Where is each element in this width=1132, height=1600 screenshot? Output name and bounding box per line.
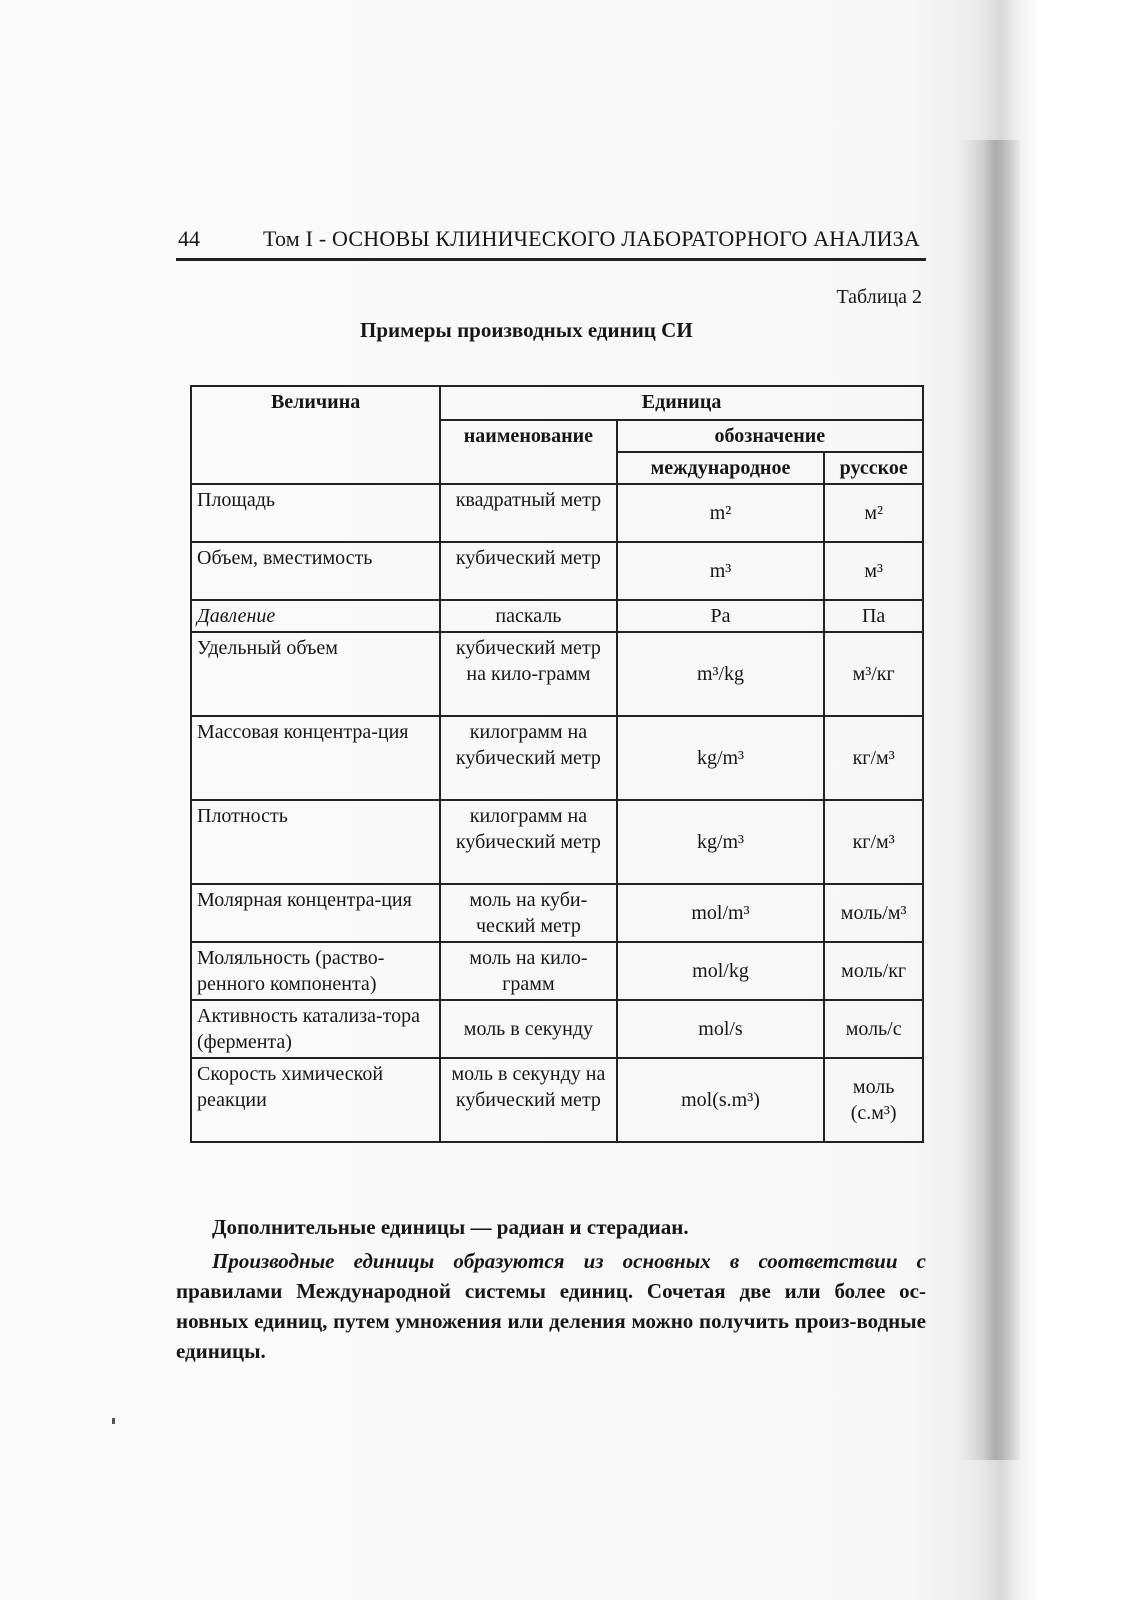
running-title: Том I - ОСНОВЫ КЛИНИЧЕСКОГО ЛАБОРАТОРНОГО АНАЛИЗА (263, 226, 920, 251)
paragraph-italic-lead: Производные единицы образуются из основных в соответствии с (212, 1249, 926, 1273)
cell-rus-symbol: Па (824, 600, 923, 632)
cell-int-symbol: Pa (617, 600, 825, 632)
table-label: Таблица 2 (836, 286, 922, 308)
table-row (191, 632, 923, 716)
table-title: Примеры производных единиц СИ (360, 318, 693, 342)
table-row (191, 800, 923, 884)
header-quantity: Величина (191, 386, 440, 484)
cell-quantity: Удельный объем (191, 632, 440, 716)
cell-quantity: Площадь (191, 484, 440, 542)
table-row (191, 600, 923, 632)
cell-rus-symbol: моль/м³ (824, 884, 923, 942)
table-row (191, 1058, 923, 1142)
cell-unit-name: кубический метр (440, 542, 617, 600)
cell-quantity: Активность катализа-тора (фермента) (191, 1000, 440, 1058)
page-gutter-shadow (958, 140, 1020, 1460)
derived-units-table (190, 385, 924, 1143)
cell-int-symbol: kg/m³ (617, 800, 825, 884)
cell-quantity: Скорость химической реакции (191, 1058, 440, 1142)
cell-unit-name: килограмм на кубический метр (440, 800, 617, 884)
cell-quantity: Плотность (191, 800, 440, 884)
running-header (176, 222, 926, 261)
cell-rus-symbol: м³/кг (824, 632, 923, 716)
cell-int-symbol: mol/m³ (617, 884, 825, 942)
cell-int-symbol: kg/m³ (617, 716, 825, 800)
cell-quantity: Молярная концентра-ция (191, 884, 440, 942)
table-row (191, 942, 923, 1000)
header-name: наименование (440, 420, 617, 484)
cell-unit-name: паскаль (440, 600, 617, 632)
cell-int-symbol: mol(s.m³) (617, 1058, 825, 1142)
table-row (191, 542, 923, 600)
cell-unit-name: моль в секунду на кубический метр (440, 1058, 617, 1142)
cell-rus-symbol: м² (824, 484, 923, 542)
paragraph-supplementary-units (176, 1212, 926, 1242)
cell-int-symbol: m³/kg (617, 632, 825, 716)
cell-unit-name: моль в секунду (440, 1000, 617, 1058)
page-number: 44 (178, 226, 200, 251)
header-unit: Единица (440, 386, 923, 420)
scan-speck (112, 1418, 115, 1424)
cell-quantity: Массовая концентра-ция (191, 716, 440, 800)
paragraph-text: правилами Международной системы единиц. Сочетая две или более ос-новных единиц, путем умножения или деления можно получить произ-водные единицы. (176, 1279, 926, 1363)
cell-rus-symbol: моль (с.м³) (824, 1058, 923, 1142)
header-symbol: обозначение (617, 420, 923, 452)
cell-quantity: Давление (191, 600, 440, 632)
table-row (191, 1000, 923, 1058)
cell-quantity: Объем, вместимость (191, 542, 440, 600)
cell-rus-symbol: кг/м³ (824, 800, 923, 884)
cell-unit-name: квадратный метр (440, 484, 617, 542)
table-row (191, 716, 923, 800)
cell-int-symbol: mol/kg (617, 942, 825, 1000)
header-international: международное (617, 452, 825, 484)
cell-rus-symbol: моль/кг (824, 942, 923, 1000)
table-header-row (191, 386, 923, 420)
cell-quantity: Моляльность (раство-ренного компонента) (191, 942, 440, 1000)
paragraph-derived-units (176, 1246, 926, 1366)
cell-rus-symbol: м³ (824, 542, 923, 600)
cell-unit-name: кубический метр на кило-грамм (440, 632, 617, 716)
cell-rus-symbol: моль/с (824, 1000, 923, 1058)
cell-rus-symbol: кг/м³ (824, 716, 923, 800)
cell-int-symbol: m² (617, 484, 825, 542)
cell-int-symbol: mol/s (617, 1000, 825, 1058)
table-row (191, 884, 923, 942)
cell-unit-name: моль на куби-ческий метр (440, 884, 617, 942)
cell-unit-name: моль на кило-грамм (440, 942, 617, 1000)
cell-unit-name: килограмм на кубический метр (440, 716, 617, 800)
table-row (191, 484, 923, 542)
header-russian: русское (824, 452, 923, 484)
paragraph-text: Дополнительные единицы — радиан и стерадиан. (212, 1215, 689, 1239)
cell-int-symbol: m³ (617, 542, 825, 600)
